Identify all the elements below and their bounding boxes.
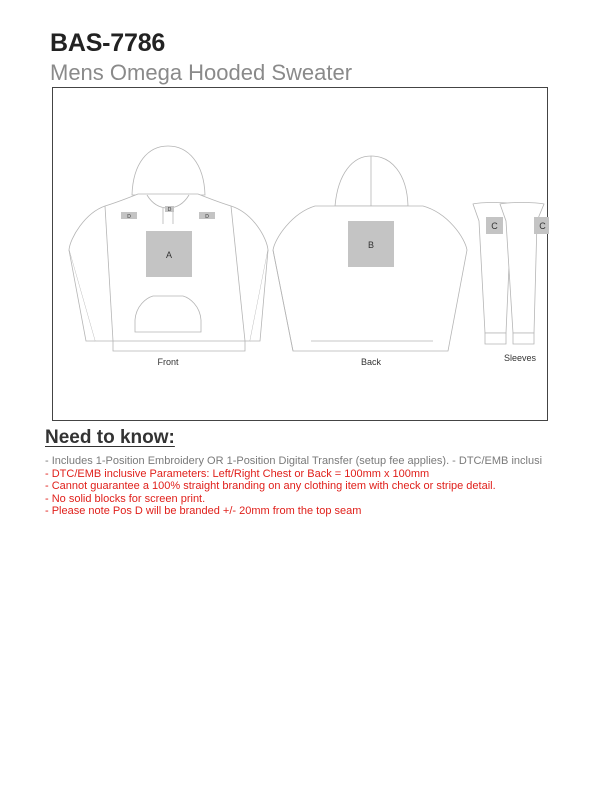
label-d-centre: D bbox=[167, 207, 172, 213]
label-d-right: D bbox=[205, 214, 209, 220]
label-a: A bbox=[165, 250, 173, 260]
need-to-know-list bbox=[45, 455, 565, 518]
note-item: - DTC/EMB inclusive Parameters: Left/Right Chest or Back = 100mm x 100mm bbox=[45, 467, 430, 480]
front-pocket bbox=[135, 296, 201, 332]
view-label-sleeves: Sleeves bbox=[503, 353, 537, 363]
garment-diagram bbox=[52, 87, 548, 421]
back-hood bbox=[335, 156, 408, 206]
label-d-left: D bbox=[127, 214, 131, 220]
product-name: Mens Omega Hooded Sweater bbox=[50, 60, 353, 85]
note-item: - No solid blocks for screen print. bbox=[45, 492, 206, 505]
note-item: - Cannot guarantee a 100% straight branding on any clothing item with check or stripe detail. bbox=[45, 480, 496, 492]
need-to-know-heading: Need to know: bbox=[45, 427, 175, 448]
label-c-right: C bbox=[539, 221, 546, 231]
view-label-front: Front bbox=[157, 357, 179, 367]
garment-drawing bbox=[53, 88, 549, 422]
view-label-back: Back bbox=[360, 357, 382, 367]
sleeves-drawing bbox=[473, 203, 544, 345]
product-code: BAS-7786 bbox=[50, 29, 166, 57]
front-hood bbox=[132, 146, 205, 195]
note-item: - Please note Pos D will be branded +/- 20mm from the top seam bbox=[45, 505, 362, 517]
label-b: B bbox=[367, 240, 375, 250]
label-c-left: C bbox=[491, 221, 498, 231]
note-item: - Includes 1-Position Embroidery OR 1-Position Digital Transfer (setup fee applies). - DTC/EMB inclusi bbox=[45, 455, 543, 467]
